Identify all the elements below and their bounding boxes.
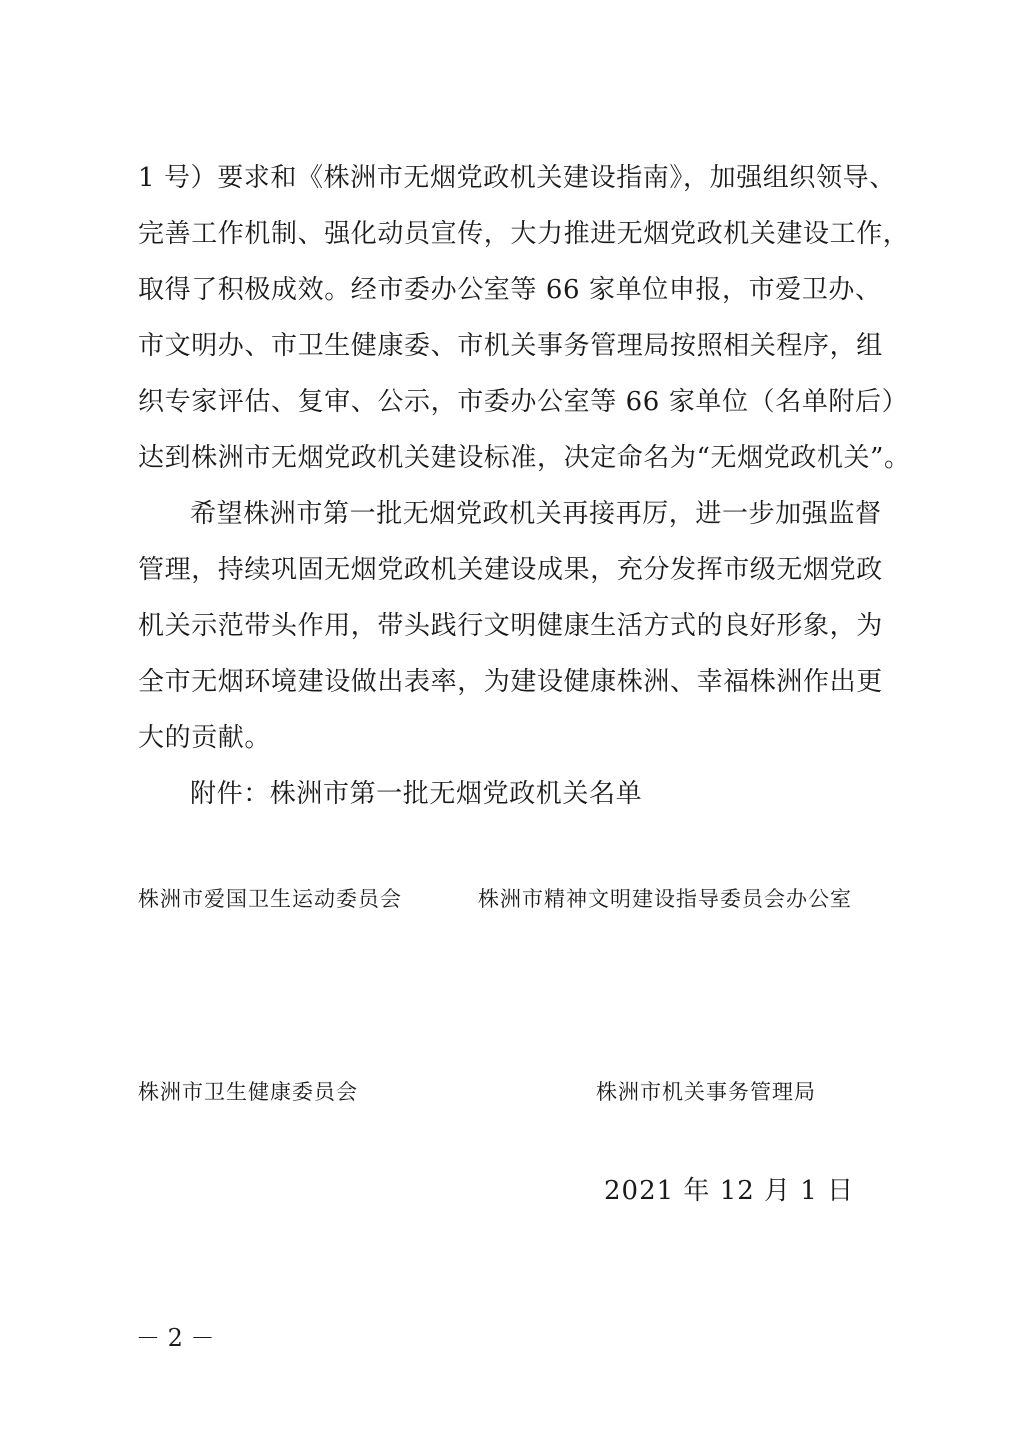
signatory-affairs-bureau: 株洲市机关事务管理局	[596, 1080, 816, 1104]
paragraph1-line: 1 号）要求和《株洲市无烟党政机关建设指南》，加强组织领导、	[138, 163, 896, 193]
paragraph1-line: 取得了积极成效。经市委办公室等 66 家单位申报，市爱卫办、	[138, 275, 882, 305]
signatory-patriotic-health: 株洲市爱国卫生运动委员会	[138, 887, 402, 911]
paragraph1-line: 达到株洲市无烟党政机关建设标准，决定命名为“无烟党政机关”。	[138, 443, 911, 473]
paragraph1-line: 市文明办、市卫生健康委、市机关事务管理局按照相关程序，组	[138, 331, 883, 361]
paragraph2-line: 大的贡献。	[138, 723, 272, 753]
paragraph2-line: 机关示范带头作用，带头践行文明健康生活方式的良好形象，为	[138, 611, 883, 641]
attachment-note: 附件：株洲市第一批无烟党政机关名单	[190, 779, 643, 809]
paragraph2-line: 全市无烟环境建设做出表率，为建设健康株洲、幸福株洲作出更	[138, 667, 883, 697]
paragraph2-line: 管理，持续巩固无烟党政机关建设成果，充分发挥市级无烟党政	[138, 555, 883, 585]
paragraph1-line: 织专家评估、复审、公示，市委办公室等 66 家单位（名单附后）	[138, 387, 909, 417]
signatory-civilization-office: 株洲市精神文明建设指导委员会办公室	[478, 887, 852, 911]
signatory-health-commission: 株洲市卫生健康委员会	[138, 1080, 358, 1104]
page-number: － 2 －	[136, 1324, 215, 1352]
paragraph1-line: 完善工作机制、强化动员宣传，大力推进无烟党政机关建设工作，	[138, 219, 910, 249]
document-body	[138, 150, 911, 822]
document-date: 2021 年 12 月 1 日	[604, 1176, 855, 1206]
paragraph2-line: 希望株洲市第一批无烟党政机关再接再厉，进一步加强监督	[190, 499, 882, 529]
